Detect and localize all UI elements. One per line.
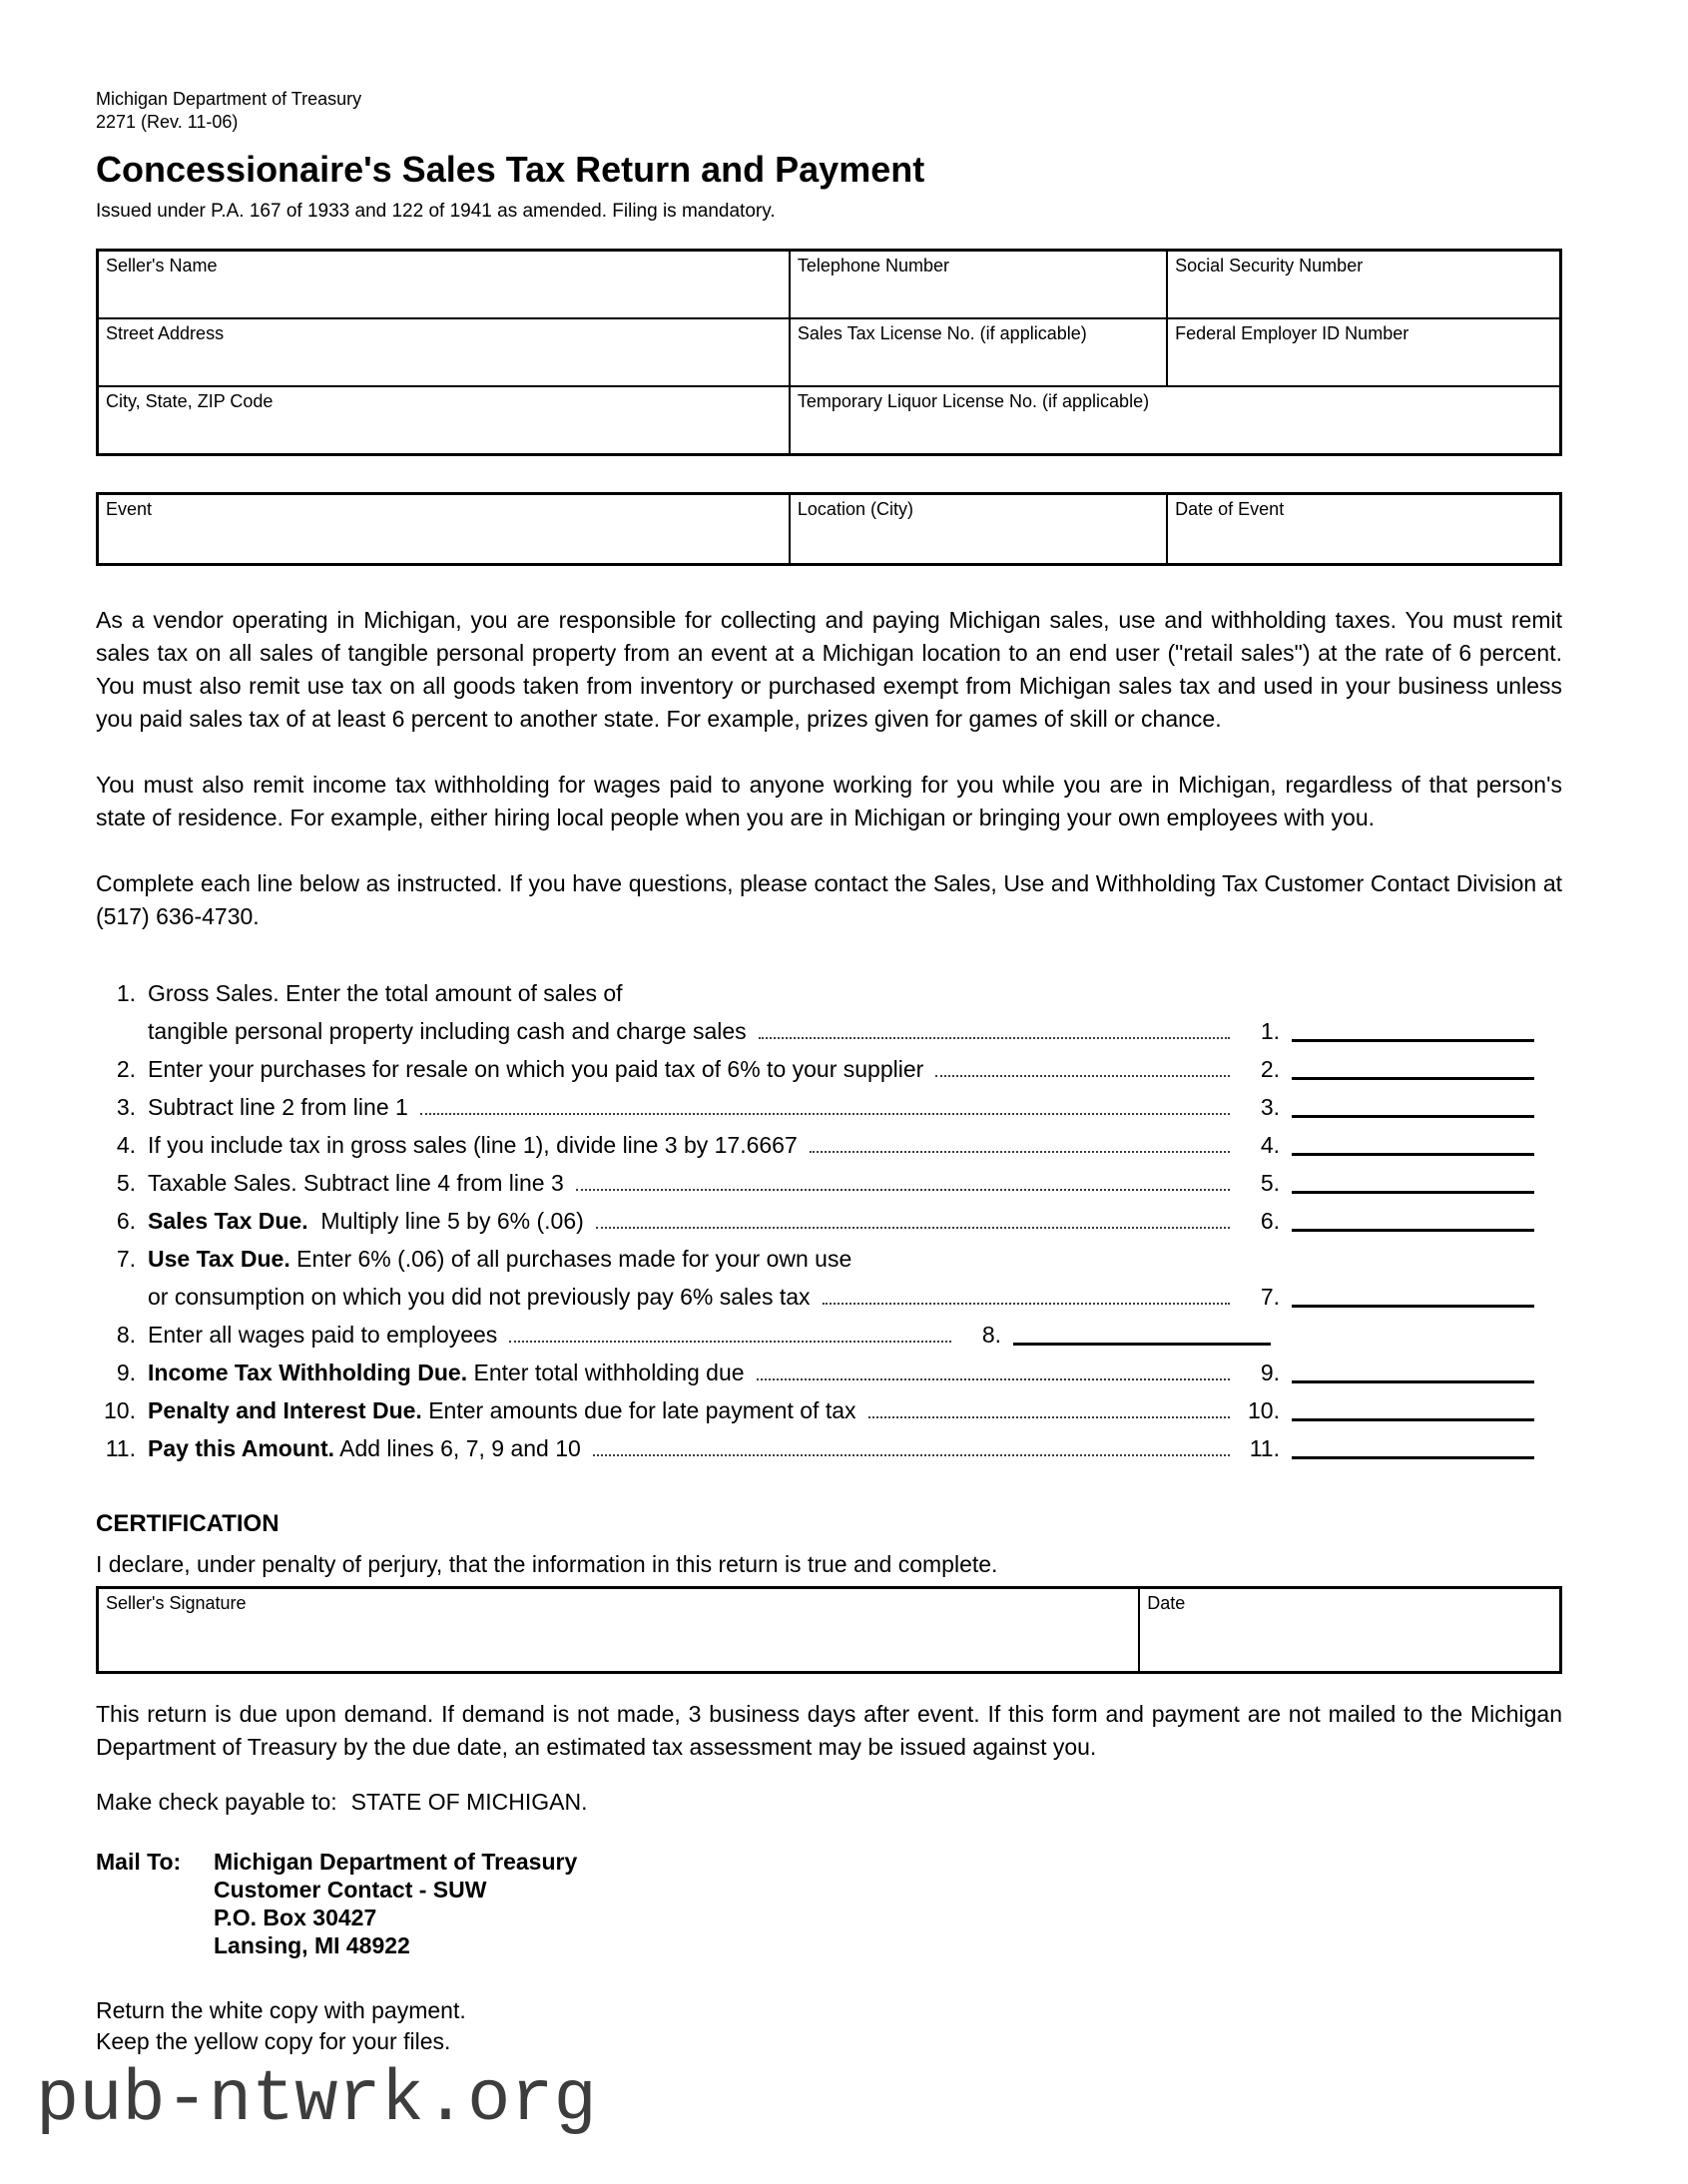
answer-number: 7. [1260,1284,1280,1310]
line-11-amount-field[interactable] [1292,1456,1534,1459]
line-10-row [96,1390,1562,1428]
check-payee: STATE OF MICHIGAN. [350,1789,588,1815]
line-text: Pay this Amount. Add lines 6, 7, 9 and 10 [148,1435,581,1461]
dotted-leader [935,1075,1230,1077]
mail-to-line-3: P.O. Box 30427 [214,1905,377,1930]
event-location-field[interactable] [790,494,1167,565]
make-check-label: Make check payable to: [96,1789,337,1815]
certification-table [96,1586,1562,1674]
line-text: Sales Tax Due. Multiply line 5 by 6% (.06) [148,1208,584,1234]
line-7-row-a [96,1239,1562,1277]
ssn-label: Social Security Number [1175,256,1364,275]
line-number: 9. [116,1360,136,1385]
sales-tax-license-field[interactable] [790,318,1167,386]
line-8-amount-field[interactable] [1013,1343,1271,1346]
line-number: 2. [116,1056,136,1082]
seller-signature-field[interactable] [98,1588,1140,1673]
line-number: 10. [104,1397,136,1423]
mail-to-line-2: Customer Contact - SUW [214,1877,487,1903]
ssn-field[interactable] [1167,251,1560,319]
city-state-zip-label: City, State, ZIP Code [106,391,274,411]
mail-to-line-4: Lansing, MI 48922 [214,1932,410,1958]
form-title: Concessionaire's Sales Tax Return and Payment [96,149,925,190]
agency-name: Michigan Department of Treasury [96,89,362,109]
certification-heading: CERTIFICATION [96,1510,280,1537]
line-9-row [96,1353,1562,1390]
seller-name-label: Seller's Name [106,256,218,275]
fein-label: Federal Employer ID Number [1175,323,1409,343]
dotted-leader [420,1113,1230,1115]
answer-number: 4. [1260,1132,1280,1158]
line-6-amount-field[interactable] [1292,1229,1534,1232]
line-4-row [96,1125,1562,1163]
line-number: 4. [116,1132,136,1158]
mail-to-label: Mail To: [96,1849,182,1875]
sales-tax-license-label: Sales Tax License No. (if applicable) [797,323,1087,343]
dotted-leader [596,1227,1230,1229]
signature-date-field[interactable] [1139,1588,1560,1673]
copy-instructions [96,1995,1562,2057]
line-number: 3. [116,1094,136,1120]
line-text: or consumption on which you did not previously pay 6% sales tax [148,1284,811,1310]
line-5-row [96,1163,1562,1201]
line-11-row [96,1428,1562,1466]
white-copy-instruction: Return the white copy with payment. [96,1997,466,2023]
line-text: Subtract line 2 from line 1 [148,1094,408,1120]
line-1-row-a [96,973,1562,1011]
event-info-table [96,492,1562,566]
event-date-label: Date of Event [1175,499,1285,519]
line-2-amount-field[interactable] [1292,1077,1534,1080]
line-1-amount-field[interactable] [1292,1039,1534,1042]
dotted-leader [868,1416,1231,1418]
answer-number: 9. [1260,1360,1280,1385]
answer-number: 5. [1260,1170,1280,1196]
instructions-paragraph-3: Complete each line below as instructed. If you have questions, please contact the Sales, Use and Withholding Tax Customer Contact Division at (517) 636-4730. [96,870,1562,929]
line-7-row-b [96,1277,1562,1315]
certification-declaration: I declare, under penalty of perjury, that the information in this return is true and complete. [96,1551,998,1577]
liquor-license-label: Temporary Liquor License No. (if applicable) [797,391,1150,411]
line-1-row-b [96,1011,1562,1049]
line-text: Enter your purchases for resale on which you paid tax of 6% to your supplier [148,1056,924,1082]
dotted-leader [593,1454,1230,1456]
event-field[interactable] [98,494,790,565]
line-text: Penalty and Interest Due. Enter amounts due for late payment of tax [148,1397,856,1423]
dotted-leader [759,1037,1230,1039]
line-5-amount-field[interactable] [1292,1191,1534,1194]
line-3-row [96,1087,1562,1125]
answer-number: 8. [981,1322,1001,1348]
answer-number: 10. [1248,1397,1280,1423]
line-number: 5. [116,1170,136,1196]
watermark-text: pub-ntwrk.org [36,2059,597,2141]
mail-to-address [214,1848,577,1959]
answer-number: 11. [1249,1435,1280,1461]
line-3-amount-field[interactable] [1292,1115,1534,1118]
line-text: Enter all wages paid to employees [148,1322,498,1348]
dotted-leader [576,1189,1230,1191]
line-number: 6. [116,1208,136,1234]
seller-info-table [96,249,1562,456]
line-7-amount-field[interactable] [1292,1305,1534,1308]
line-text: tangible personal property including cash and charge sales [148,1018,747,1044]
city-state-zip-field[interactable] [98,386,790,455]
liquor-license-field[interactable] [790,386,1561,455]
line-text: If you include tax in gross sales (line 1), divide line 3 by 17.6667 [148,1132,798,1158]
telephone-label: Telephone Number [797,256,950,275]
tax-lines-section [96,973,1562,1466]
form-number: 2271 (Rev. 11-06) [96,112,239,132]
event-date-field[interactable] [1167,494,1560,565]
telephone-field[interactable] [790,251,1167,319]
answer-number: 1. [1260,1018,1280,1044]
line-text: Gross Sales. Enter the total amount of sales of [148,980,623,1006]
fein-field[interactable] [1167,318,1560,386]
line-6-row [96,1201,1562,1239]
event-label: Event [106,499,153,519]
mail-to-line-1: Michigan Department of Treasury [214,1849,578,1875]
line-number: 8. [116,1322,136,1348]
signature-date-label: Date [1147,1593,1186,1613]
instructions-paragraph-1: As a vendor operating in Michigan, you are responsible for collecting and paying Michigan sales, use and withholding taxes. You must remit sales tax on all sales of tangible personal property from an event at a Michigan location to an end user ("retail sales") at the rate of 6 percent. You must also remit use tax on all goods taken from inventory or purchased exempt from Michigan sales tax and used in your business unless you paid sales tax of at least 6 percent to another state. For example, prizes given for games of skill or chance. [96,607,1562,732]
dotted-leader [823,1303,1230,1305]
line-2-row [96,1049,1562,1087]
make-check-line [96,1788,1562,1816]
line-text: Income Tax Withholding Due. Enter total withholding due [148,1360,745,1385]
line-number: 1. [116,980,136,1006]
line-number: 7. [116,1246,136,1272]
line-10-amount-field[interactable] [1292,1418,1534,1421]
dotted-leader [509,1341,951,1343]
line-text: Use Tax Due. Enter 6% (.06) of all purchases made for your own use [148,1246,852,1272]
answer-number: 2. [1260,1056,1280,1082]
line-8-row [96,1315,1562,1353]
yellow-copy-instruction: Keep the yellow copy for your files. [96,2028,451,2054]
answer-number: 3. [1260,1094,1280,1120]
seller-name-field[interactable] [98,251,790,319]
line-number: 11. [105,1435,136,1461]
due-notice: This return is due upon demand. If demand is not made, 3 business days after event. If this form and payment are not mailed to the Michigan Department of Treasury by the due date, an estimated tax assessment may be issued against you. [96,1701,1562,1760]
form-subtitle: Issued under P.A. 167 of 1933 and 122 of 1941 as amended. Filing is mandatory. [96,201,776,222]
instructions-paragraph-2: You must also remit income tax withholding for wages paid to anyone working for you while you are in Michigan, regardless of that person's state of residence. For example, either hiring local people when you are in Michigan or bringing your own employees with you. [96,772,1562,830]
street-address-field[interactable] [98,318,790,386]
line-4-amount-field[interactable] [1292,1153,1534,1156]
seller-signature-label: Seller's Signature [106,1593,247,1613]
mail-to-block [96,1848,1562,1959]
dotted-leader [810,1151,1230,1153]
line-9-amount-field[interactable] [1292,1380,1534,1383]
event-location-label: Location (City) [797,499,913,519]
answer-number: 6. [1260,1208,1280,1234]
dotted-leader [757,1378,1230,1380]
street-address-label: Street Address [106,323,225,343]
line-text: Taxable Sales. Subtract line 4 from line 3 [148,1170,564,1196]
